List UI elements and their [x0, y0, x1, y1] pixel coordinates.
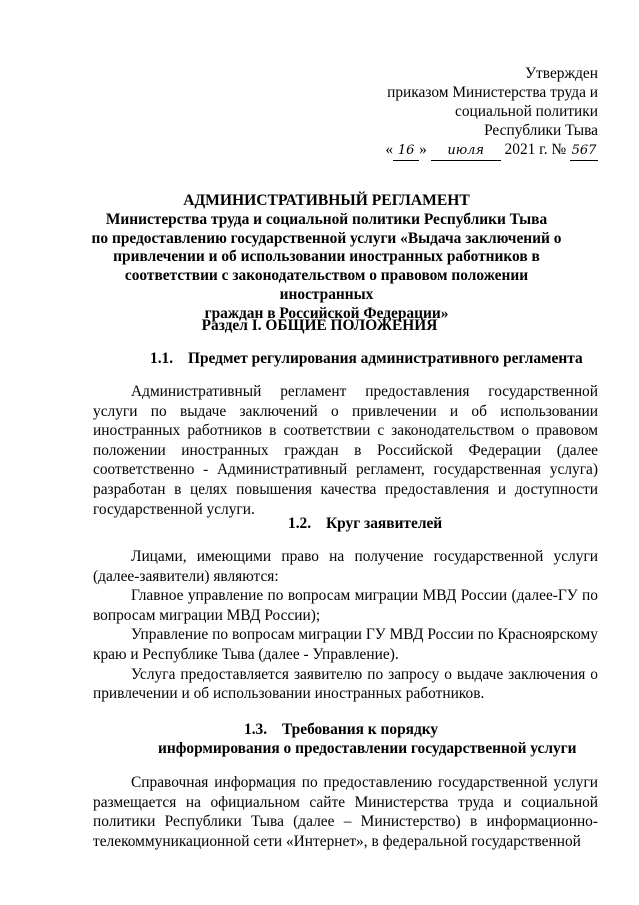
subsection-heading-1-3: [244, 720, 438, 740]
subsection-heading-1-1: [150, 349, 583, 369]
approval-line: Утвержден: [525, 65, 598, 82]
paragraph-text: Управление по вопросам миграции ГУ МВД России по Красноярскому краю и Республике Тыва (далее - Управление).: [93, 626, 598, 663]
subsection-number: 1.3.: [244, 721, 268, 738]
approval-line: приказом Министерства труда и: [387, 84, 598, 101]
title-line: граждан в Российской Федерации»: [204, 304, 449, 322]
subsection-number: 1.2.: [288, 515, 312, 532]
approval-line: Республики Тыва: [484, 122, 598, 139]
approval-stamp: [385, 64, 598, 161]
section-heading: Раздел I. ОБЩИЕ ПОЛОЖЕНИЯ: [201, 317, 438, 334]
document-title: [90, 192, 563, 324]
open-quote: «: [385, 141, 394, 158]
title-line: соответствии с законодательством о правовом положении иностранных: [124, 267, 529, 303]
subsection-number: 1.1.: [150, 350, 174, 367]
title-line: по предоставлению государственной услуги «Выдача заключений о: [91, 229, 562, 247]
subsection-title: Круг заявителей: [326, 515, 443, 532]
approval-date-line: [385, 140, 598, 161]
title-line: Министерства труда и социальной политики Республики Тыва: [105, 210, 548, 228]
title-line: привлечении и об использовании иностранных работников в: [113, 248, 540, 266]
paragraph-1-1: [93, 382, 598, 519]
close-quote: »: [419, 141, 427, 158]
handwritten-month: июля: [431, 141, 501, 161]
handwritten-number: 567: [570, 141, 598, 161]
paragraph-text: Административный регламент предоставления государственной услуги по выдаче заключений о привлечении и об использовании иностранных работников в соответствии с законодательством о правовом положении иностранных граждан в Российской Федерации (далее соответственно - Административный регламент, государственная услуга) разработан в целях повышения качества предоставления и доступности государственной услуги.: [93, 383, 598, 518]
paragraph-text: Главное управление по вопросам миграции МВД России (далее-ГУ по вопросам миграции МВД России);: [93, 587, 598, 624]
subsection-heading-1-3-line2: информирования о предоставлении государственной услуги: [158, 740, 577, 757]
subsection-title: Предмет регулирования административного регламента: [188, 350, 583, 367]
paragraph-1-3: [93, 773, 598, 851]
paragraph-text: Лицами, имеющими право на получение государственной услуги (далее-заявители) являются:: [93, 548, 598, 585]
approval-line: социальной политики: [454, 103, 598, 120]
paragraph-text: Справочная информация по предоставлению государственной услуги размещается на официальном сайте Министерства труда и социальной политики Республики Тыва (далее – Министерство) в информационно-телекоммуникационной сети «Интернет», в федеральной государственной: [93, 774, 598, 850]
subsection-heading-1-2: [288, 514, 442, 534]
paragraph-text: Услуга предоставляется заявителю по запросу о выдаче заключения о привлечении и об использовании иностранных работников.: [93, 665, 598, 703]
paragraph-1-2: [93, 547, 598, 704]
subsection-title: Требования к порядку: [282, 721, 439, 738]
handwritten-day: 16: [393, 141, 419, 161]
year-text: 2021 г. №: [504, 141, 567, 158]
title-main: АДМИНИСТРАТИВНЫЙ РЕГЛАМЕНТ: [183, 192, 470, 209]
